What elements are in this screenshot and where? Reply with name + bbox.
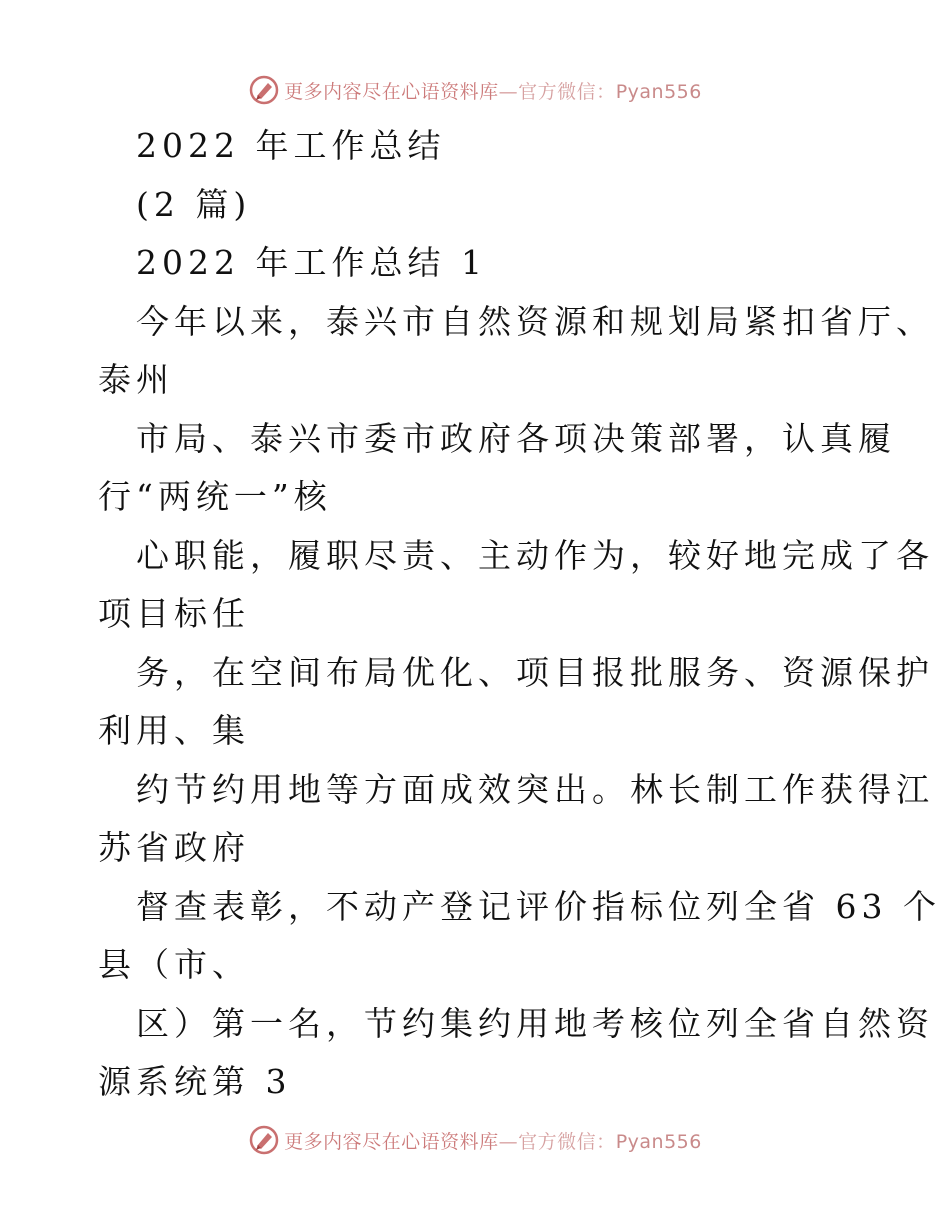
paragraph-line: 利用、集 [98, 711, 250, 750]
watermark-dash: — [498, 80, 519, 103]
paragraph-line: 今年以来，泰兴市自然资源和规划局紧扣省厅、 [136, 302, 934, 341]
watermark-wechat-id: Pyan556 [615, 80, 702, 103]
paragraph-line: 县（市、 [98, 945, 250, 984]
paragraph-line: 市局、泰兴市委市政府各项决策部署，认真履 [136, 419, 896, 458]
header-watermark [0, 70, 950, 110]
paragraph-line: 苏省政府 [98, 828, 250, 867]
paragraph-line: 约节约用地等方面成效突出。林长制工作获得江 [136, 770, 934, 809]
watermark-site-text: 更多内容尽在心语资料库 [284, 80, 499, 103]
pen-logo-icon [248, 1124, 280, 1156]
watermark-site-text: 更多内容尽在心语资料库 [284, 1130, 499, 1153]
watermark-wechat-label: 官方微信： [518, 1130, 616, 1153]
watermark-wechat-label: 官方微信： [518, 80, 616, 103]
watermark-wechat-id: Pyan556 [615, 1130, 702, 1153]
paragraph-line: 督查表彰，不动产登记评价指标位列全省 63 个 [136, 887, 941, 926]
paragraph-line: 泰州 [98, 360, 174, 399]
document-subtitle: (2 篇) [136, 185, 252, 224]
paragraph-line: 项目标任 [98, 594, 250, 633]
paragraph-line: 心职能，履职尽责、主动作为，较好地完成了各 [136, 536, 934, 575]
document-title: 2022 年工作总结 [136, 126, 446, 165]
paragraph-line: 行“两统一”核 [98, 477, 332, 516]
watermark-dash: — [498, 1130, 519, 1153]
paragraph-line: 区）第一名，节约集约用地考核位列全省自然资 [136, 1004, 934, 1043]
paragraph-line: 源系统第 3 [98, 1062, 292, 1101]
section-heading: 2022 年工作总结 1 [136, 243, 487, 282]
pen-logo-icon [248, 74, 280, 106]
paragraph-line: 务，在空间布局优化、项目报批服务、资源保护 [136, 653, 934, 692]
footer-watermark [0, 1120, 950, 1160]
